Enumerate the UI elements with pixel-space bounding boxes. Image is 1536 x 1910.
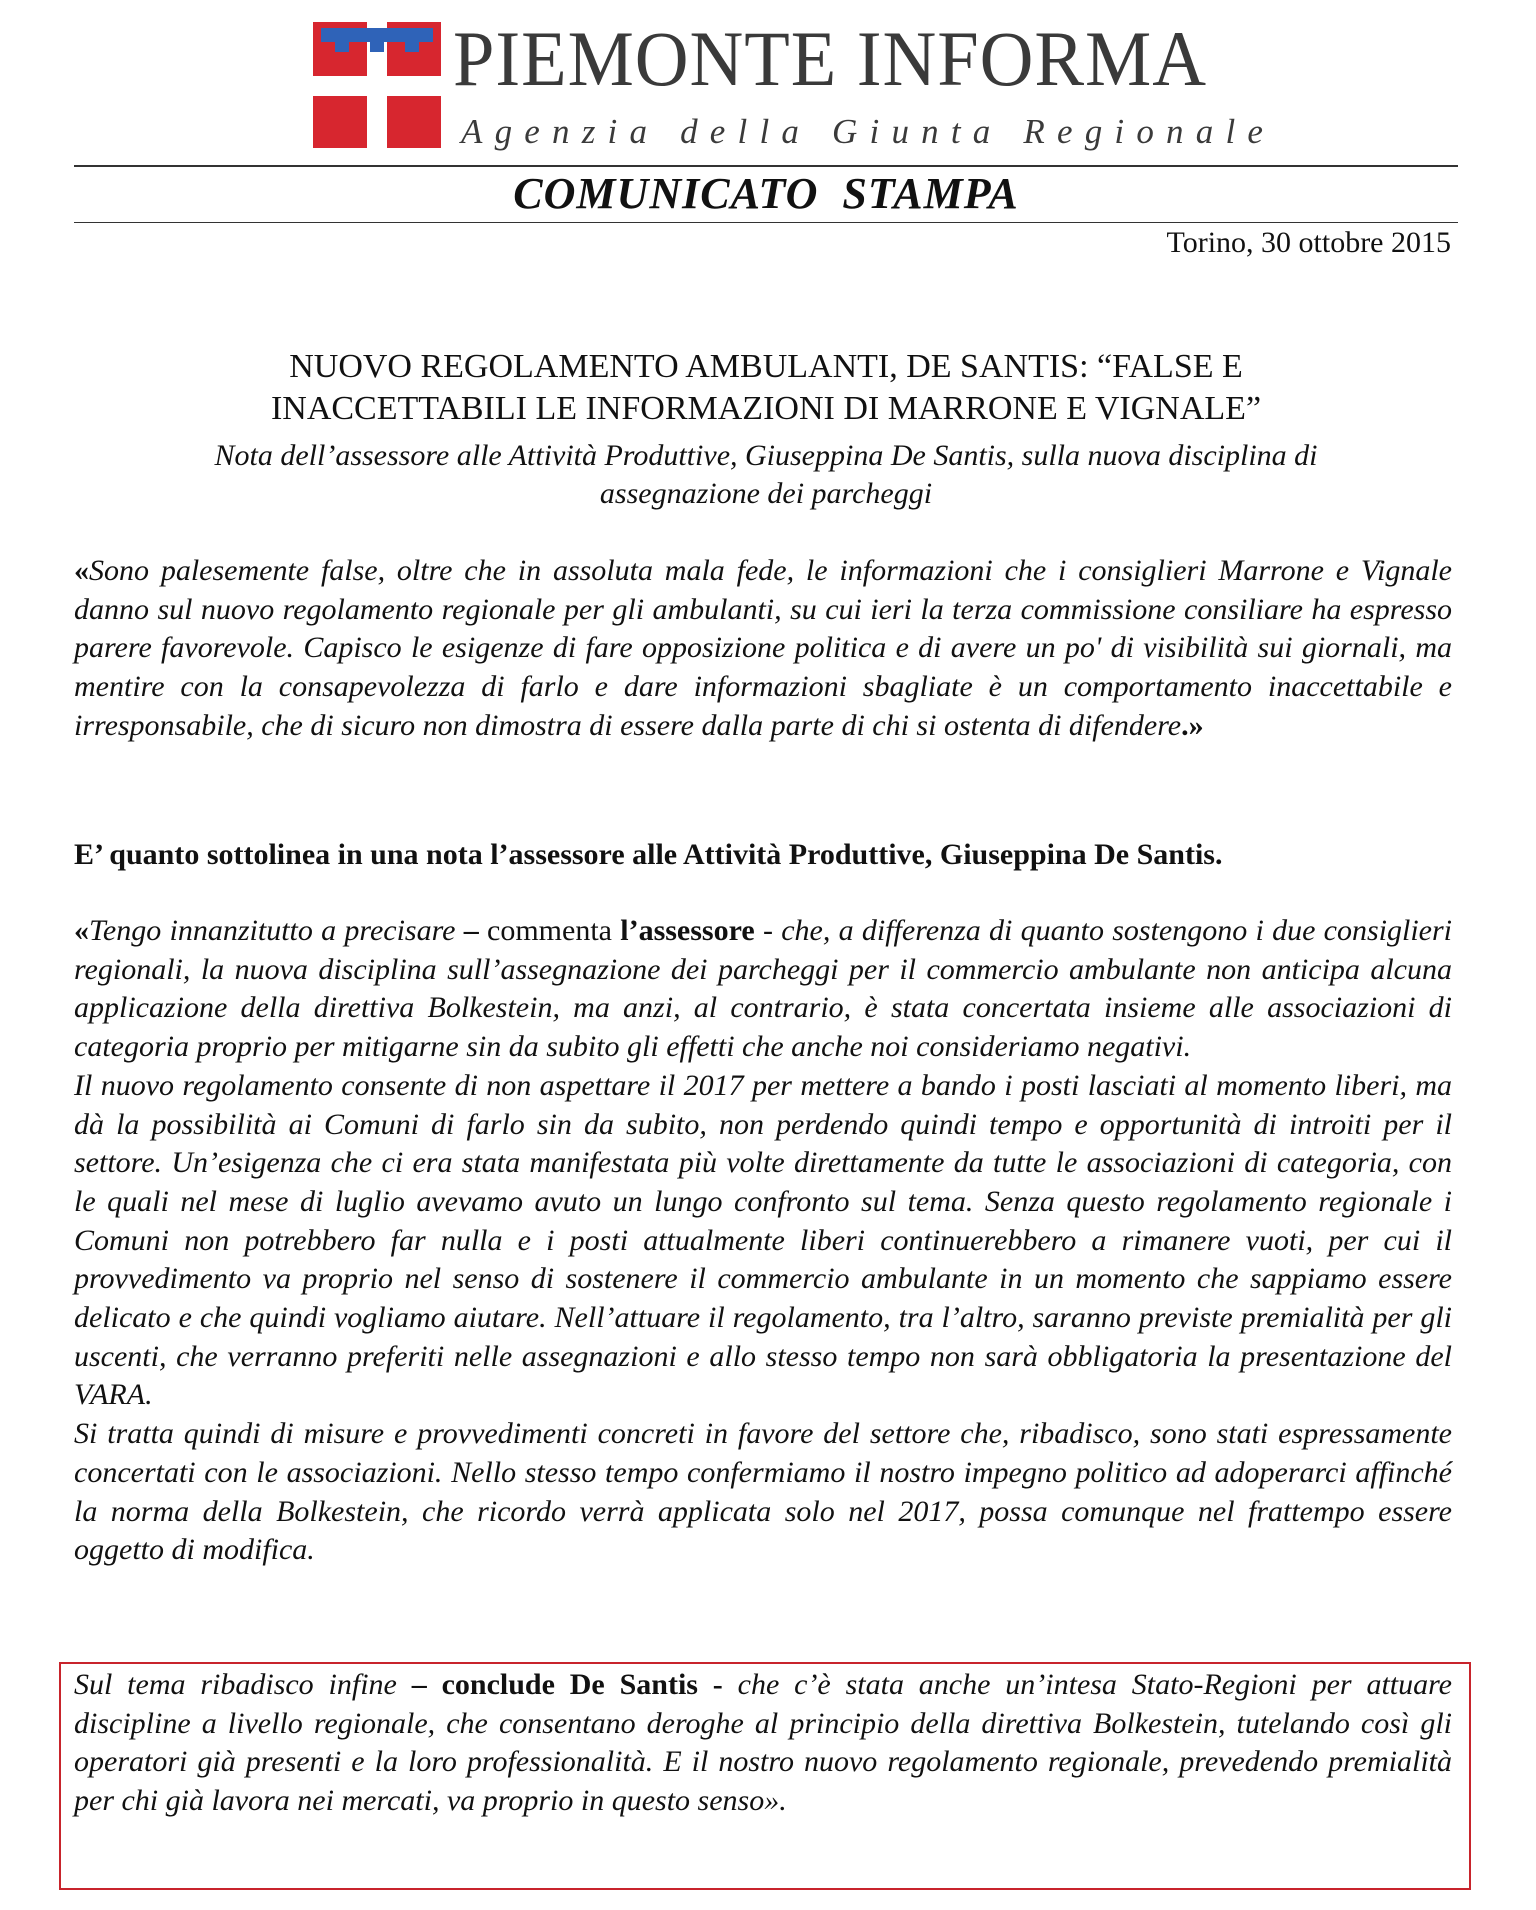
conclusion-intro: Sul tema ribadisco infine: [74, 1668, 397, 1701]
quote-paragraph-2: [74, 912, 1452, 1570]
quote-2-commenta: commenta: [487, 914, 621, 947]
subheadline: [74, 437, 1458, 513]
quote-1-text: Sono palesemente false, oltre che in assoluta mala fede, le informazioni che i consiglieri Marrone e Vignale danno sul nuovo regolamento regionale per gli ambulanti, su cui ieri la terza commissione consiliare ha espresso parere favorevole. Capisco le esigenze di fare opposizione politica e di avere un po' di visibilità sui giornali, ma mentire con la consapevolezza di farlo e dare informazioni sbagliate è un comportamento inaccettabile e irresponsabile, che di sicuro non dimostra di essere dalla parte di chi si ostenta di difendere: [74, 554, 1452, 742]
subheadline-text: Nota dell’assessore alle Attività Produttive, Giuseppina De Santis, sulla nuova disciplina di assegnazione dei parcheggi: [214, 439, 1318, 510]
headline-line-2: INACCETTABILI LE INFORMAZIONI DI MARRONE E VIGNALE”: [270, 390, 1262, 427]
headline: [74, 346, 1458, 430]
dateline: Torino, 30 ottobre 2015: [1166, 226, 1451, 259]
paragraph-1: [74, 912, 1452, 1067]
quote-open-mark: «: [74, 554, 89, 587]
piemonte-coat-of-arms-icon: [313, 22, 441, 148]
document-type: COMUNICATO STAMPA: [513, 169, 1019, 218]
quote-2-dash: –: [455, 914, 488, 947]
quote-2-assessore: l’assessore: [620, 914, 755, 947]
quote-paragraph-1: [74, 552, 1452, 746]
brand-subtitle: Agenzia della Giunta Regionale: [461, 112, 1276, 151]
lead-sentence: E’ quanto sottolinea in una nota l’assessore alle Attività Produttive, Giuseppina De Santis.: [74, 838, 1223, 871]
brand-name: PIEMONTE INFORMA: [453, 15, 1208, 102]
conclusion-attribution: conclude De Santis -: [441, 1668, 723, 1701]
quote-2-intro: Tengo innanzitutto a precisare: [89, 914, 456, 947]
paragraph-3: Si tratta quindi di misure e provvedimenti concreti in favore del settore che, ribadisco, sono stati espressamente concertati con le associazioni. Nello stesso tempo confermiamo il nostro impegno politico ad adoperarci affinché la norma della Bolkestein, che ricordo verrà applicata solo nel 2017, possa comunque nel frattempo essere oggetto di modifica.: [74, 1417, 1452, 1567]
paragraph-2: Il nuovo regolamento consente di non aspettare il 2017 per mettere a bando i posti lasciati al momento liberi, ma dà la possibilità ai Comuni di farlo sin da subito, non perdendo quindi tempo e opportunità di introiti per il settore. Un’esigenza che ci era stata manifestata più volte direttamente da tutte le associazioni di categoria, con le quali nel mese di luglio avevamo avuto un lungo confronto sul tema. Senza questo regolamento regionale i Comuni non potrebbero far nulla e i posti attualmente liberi continuerebbero a rimanere vuoti, per cui il provvedimento va proprio nel senso di sostenere il commercio ambulante in un momento che sappiamo essere delicato e che quindi vogliamo aiutare. Nell’attuare il regolamento, tra l’altro, saranno previste premialità per gli uscenti, che verranno preferiti nelle assegnazioni e allo stesso tempo non sarà obbligatoria la presentazione del VARA.: [74, 1068, 1452, 1412]
quote-2-rest: - che, a differenza di quanto sostengono i due consiglieri regionali, la nuova disciplina sull’assegnazione dei parcheggi per il commercio ambulante non anticipa alcuna applicazione della direttiva Bolkestein, ma anzi, al contrario, è stata concertata insieme alle associazioni di categoria proprio per mitigarne sin da subito gli effetti che anche noi consideriamo negativi.: [74, 914, 1452, 1064]
header-rule-top: [74, 165, 1458, 167]
conclusion-paragraph: [74, 1666, 1452, 1821]
conclusion-dash: –: [396, 1668, 442, 1701]
quote-close-mark: .»: [1181, 708, 1204, 742]
headline-line-1: NUOVO REGOLAMENTO AMBULANTI, DE SANTIS: “FALSE E: [289, 348, 1243, 385]
quote-2-open-mark: «: [74, 914, 89, 947]
conclusion-rest: che c’è stata anche un’intesa Stato-Regioni per attuare discipline a livello regionale, che consentano deroghe al principio della direttiva Bolkestein, tutelando così gli operatori già presenti e la loro professionalità. E il nostro nuovo regolamento regionale, prevedendo premialità per chi già lavora nei mercati, va proprio in questo senso».: [74, 1668, 1452, 1818]
masthead: [313, 15, 1276, 152]
header-rule-bottom: [74, 222, 1458, 223]
